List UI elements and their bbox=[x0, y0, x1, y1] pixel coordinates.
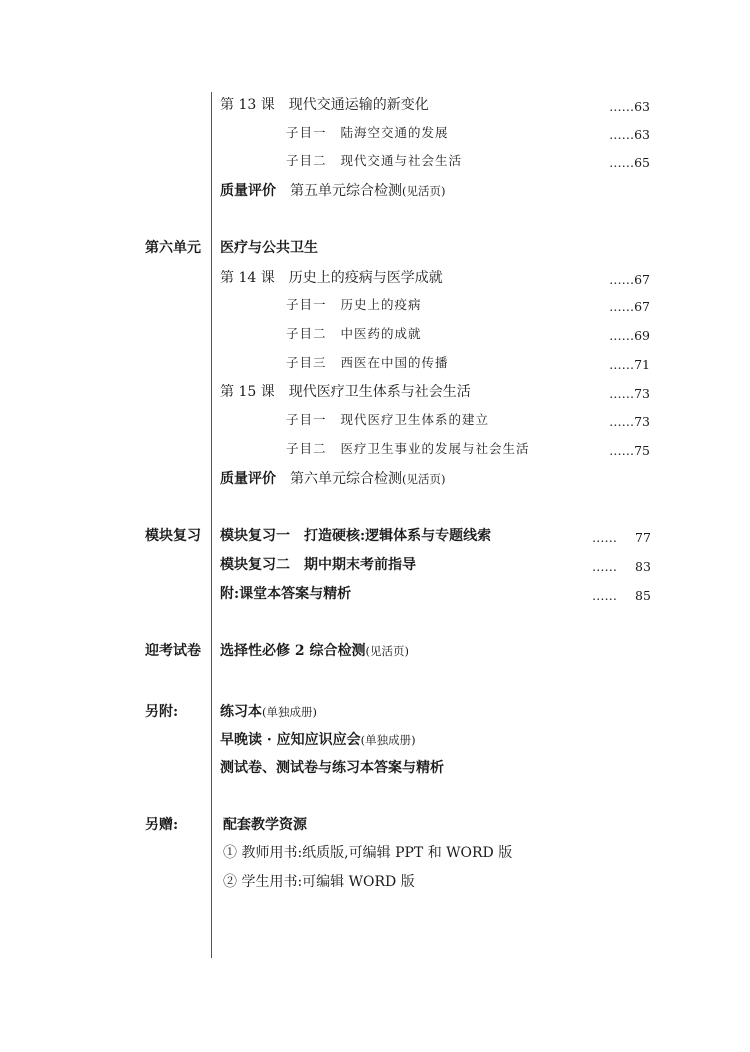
attached-item-2[interactable] bbox=[220, 733, 416, 747]
sub-label: 子目一 bbox=[286, 412, 327, 427]
l14-sub2-page: ……69 bbox=[609, 328, 650, 343]
attached-item-1-title: 练习本 bbox=[220, 704, 262, 720]
attached-item-2-note: (单独成册) bbox=[360, 733, 416, 747]
exam-item[interactable] bbox=[220, 644, 409, 658]
sub-title: 中医药的成就 bbox=[340, 326, 422, 341]
exam-title: 选择性必修 2 综合检测 bbox=[220, 643, 366, 659]
attached-item-2-title: 早晚读 · 应知应识应会 bbox=[220, 732, 361, 748]
gift-item-1: ① 教师用书:纸质版,可编辑 PPT 和 WORD 版 bbox=[223, 845, 513, 861]
gift-item-2: ② 学生用书:可编辑 WORD 版 bbox=[223, 874, 415, 890]
l15-sub1[interactable] bbox=[286, 414, 489, 427]
quality-note: (见活页) bbox=[402, 472, 446, 486]
unit6-label: 第六单元 bbox=[145, 240, 201, 256]
sub-label: 子目一 bbox=[286, 125, 327, 140]
lesson-13[interactable] bbox=[220, 98, 429, 112]
l14-sub1[interactable] bbox=[286, 299, 422, 312]
l14-sub3-page: ……71 bbox=[609, 357, 650, 372]
gift-title: 配套教学资源 bbox=[223, 817, 307, 833]
exam-note: (见活页) bbox=[365, 644, 409, 658]
lesson-15-page: ……73 bbox=[609, 386, 650, 401]
attached-item-1-note: (单独成册) bbox=[262, 705, 317, 719]
sub-title: 历史上的疫病 bbox=[340, 297, 422, 312]
l14-sub2[interactable] bbox=[286, 328, 422, 341]
review-item-3[interactable]: 附:课堂本答案与精析 bbox=[220, 586, 352, 602]
lesson-14-title: 历史上的疫病与医学成就 bbox=[288, 270, 443, 286]
sub-label: 子目二 bbox=[286, 153, 327, 168]
l15-sub1-page: ……73 bbox=[609, 414, 650, 429]
sub-title: 西医在中国的传播 bbox=[340, 355, 449, 370]
l14-sub1-page: ……67 bbox=[609, 299, 650, 314]
review-item-3-page: …… 85 bbox=[592, 588, 651, 603]
sub-label: 子目三 bbox=[286, 355, 327, 370]
divider-line bbox=[211, 92, 212, 958]
lesson-15-title: 现代医疗卫生体系与社会生活 bbox=[288, 384, 471, 400]
lesson-13-page: ……63 bbox=[609, 99, 650, 114]
quality-title: 第六单元综合检测 bbox=[290, 471, 402, 487]
review-section-label: 模块复习 bbox=[145, 528, 201, 544]
lesson-15[interactable] bbox=[220, 385, 471, 399]
attached-item-3[interactable]: 测试卷、测试卷与练习本答案与精析 bbox=[220, 760, 444, 776]
lesson-15-label: 第 15 课 bbox=[220, 384, 275, 400]
exam-section-label: 迎考试卷 bbox=[145, 643, 201, 659]
l15-sub2[interactable] bbox=[286, 443, 530, 456]
unit5-quality[interactable] bbox=[220, 184, 445, 198]
review-item-1-page: …… 77 bbox=[592, 530, 651, 545]
unit5-sub1[interactable] bbox=[286, 127, 449, 140]
quality-title: 第五单元综合检测 bbox=[290, 183, 402, 199]
unit6-title[interactable]: 医疗与公共卫生 bbox=[220, 240, 318, 256]
sub-label: 子目一 bbox=[286, 297, 327, 312]
l14-sub3[interactable] bbox=[286, 357, 449, 370]
lesson-13-label: 第 13 课 bbox=[220, 97, 275, 113]
lesson-14-label: 第 14 课 bbox=[220, 270, 275, 286]
l15-sub2-page: ……75 bbox=[609, 443, 650, 458]
attached-section-label: 另附: bbox=[145, 704, 179, 720]
unit5-sub2-page: ……65 bbox=[609, 155, 650, 170]
sub-title: 现代医疗卫生体系的建立 bbox=[340, 412, 490, 427]
quality-label: 质量评价 bbox=[220, 183, 276, 199]
unit5-sub1-page: ……63 bbox=[609, 127, 650, 142]
unit6-quality[interactable] bbox=[220, 472, 445, 486]
sub-label: 子目二 bbox=[286, 326, 327, 341]
lesson-13-title: 现代交通运输的新变化 bbox=[288, 97, 429, 113]
sub-title: 医疗卫生事业的发展与社会生活 bbox=[340, 441, 530, 456]
unit5-sub2[interactable] bbox=[286, 155, 462, 168]
lesson-14-page: ……67 bbox=[609, 272, 650, 287]
review-item-2-page: …… 83 bbox=[592, 559, 651, 574]
sub-title: 陆海空交通的发展 bbox=[340, 125, 449, 140]
lesson-14[interactable] bbox=[220, 271, 443, 285]
gift-section-label: 另赠: bbox=[145, 817, 179, 833]
sub-title: 现代交通与社会生活 bbox=[340, 153, 463, 168]
attached-item-1[interactable] bbox=[220, 705, 317, 719]
sub-label: 子目二 bbox=[286, 441, 327, 456]
review-item-1[interactable]: 模块复习一 打造硬核:逻辑体系与专题线索 bbox=[220, 528, 492, 544]
quality-note: (见活页) bbox=[402, 184, 446, 198]
review-item-2[interactable]: 模块复习二 期中期末考前指导 bbox=[220, 557, 416, 573]
quality-label: 质量评价 bbox=[220, 471, 276, 487]
